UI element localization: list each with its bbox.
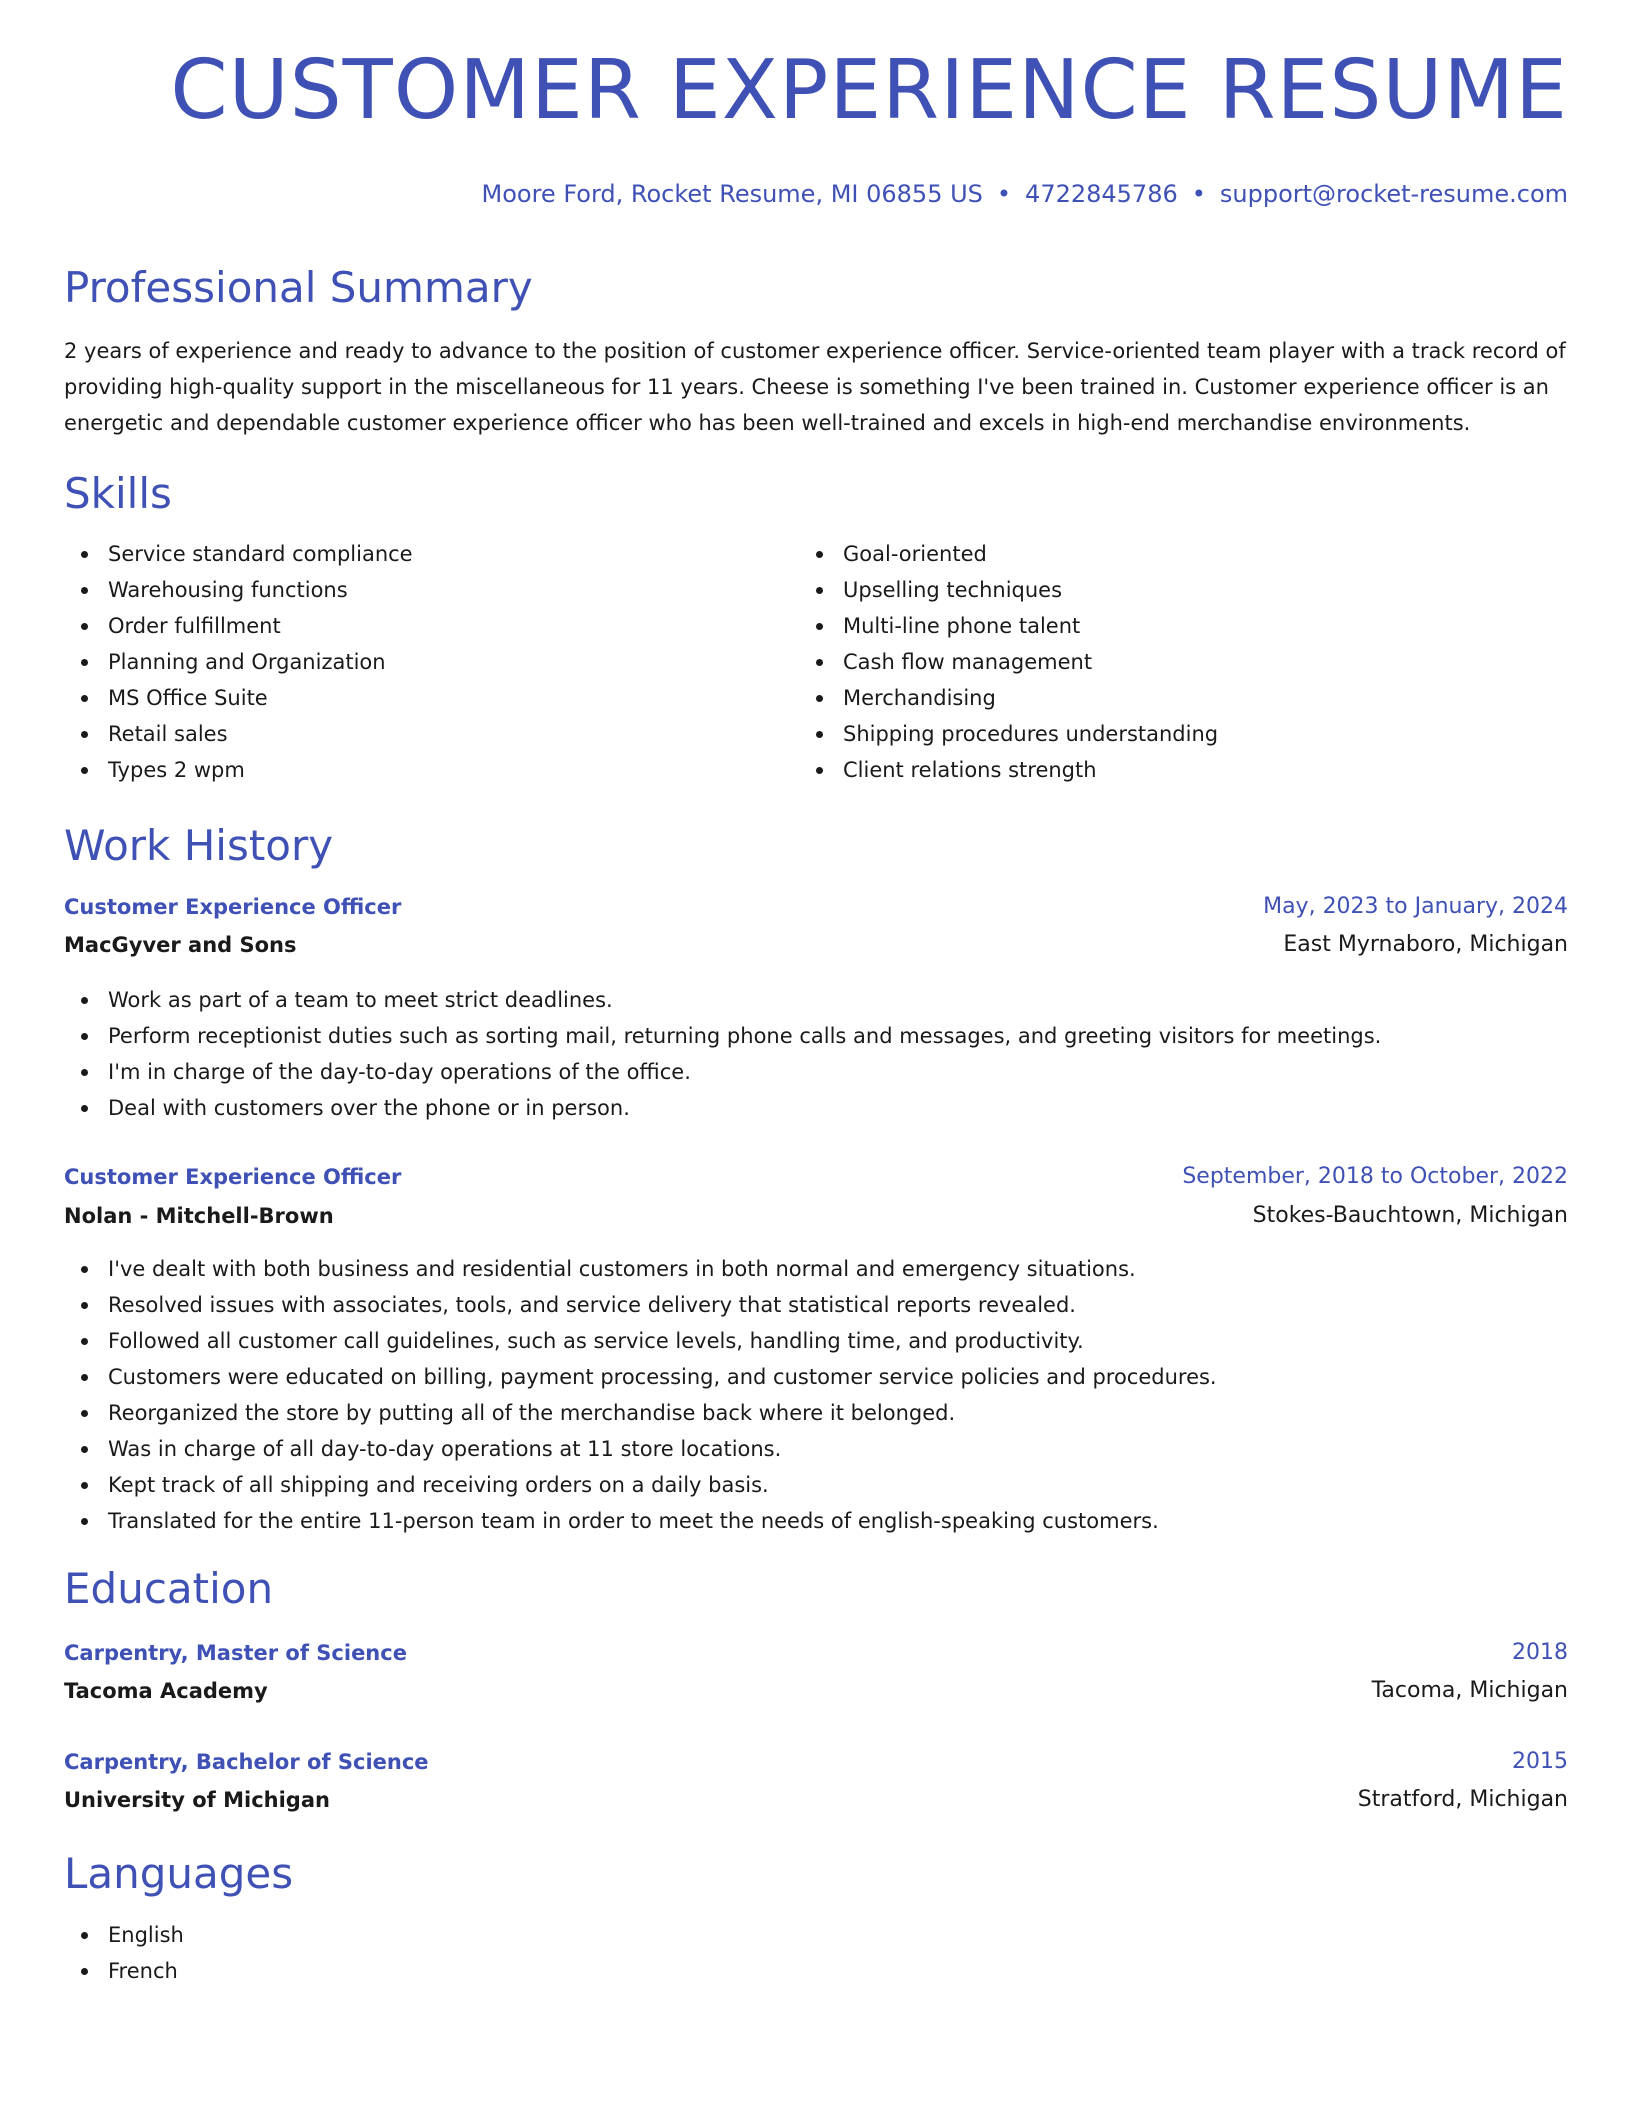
education-heading: Education bbox=[64, 1564, 274, 1613]
skills-list-left bbox=[64, 536, 413, 788]
skill-item: Multi-line phone talent bbox=[843, 608, 1218, 644]
education-school: University of Michigan bbox=[64, 1788, 330, 1812]
job-bullet: Reorganized the store by putting all of the merchandise back where it belonged. bbox=[108, 1395, 1217, 1431]
education-year: 2015 bbox=[1512, 1749, 1568, 1774]
education-school-row bbox=[64, 1675, 1568, 1707]
skill-item: Client relations strength bbox=[843, 752, 1218, 788]
job-bullet: Resolved issues with associates, tools, and service delivery that statistical reports revealed. bbox=[108, 1287, 1217, 1323]
job-company-row bbox=[64, 929, 1568, 961]
language-item: English bbox=[108, 1917, 184, 1953]
job-title: Customer Experience Officer bbox=[64, 1165, 402, 1189]
job-header bbox=[64, 891, 1568, 923]
contact-separator: • bbox=[996, 180, 1012, 208]
job-company: Nolan - Mitchell-Brown bbox=[64, 1204, 334, 1228]
skill-item: Shipping procedures understanding bbox=[843, 716, 1218, 752]
job-bullets bbox=[64, 1251, 1217, 1539]
summary-text: 2 years of experience and ready to advance to the position of customer experience officer. Service-oriented team player with a track record of providing high-quality support in the miscellaneous for 11 years. Cheese is something I've been trained in. Customer experience officer is an energetic and dependable customer experience officer who has been well-trained and excels in high-end merchandise environments. bbox=[64, 339, 1566, 435]
languages-heading: Languages bbox=[64, 1849, 294, 1898]
skill-item: Goal-oriented bbox=[843, 536, 1218, 572]
job-title: Customer Experience Officer bbox=[64, 895, 402, 919]
skill-item: MS Office Suite bbox=[108, 680, 413, 716]
work-history-heading: Work History bbox=[64, 821, 334, 870]
education-school-row bbox=[64, 1784, 1568, 1816]
education-header bbox=[64, 1746, 1568, 1778]
job-header bbox=[64, 1161, 1568, 1193]
job-bullet: Followed all customer call guidelines, such as service levels, handling time, and productivity. bbox=[108, 1323, 1217, 1359]
contact-address: Moore Ford, Rocket Resume, MI 06855 US bbox=[481, 180, 983, 208]
contact-line bbox=[482, 180, 1568, 208]
job-bullet: Was in charge of all day-to-day operations at 11 store locations. bbox=[108, 1431, 1217, 1467]
skills-heading: Skills bbox=[64, 469, 172, 518]
skills-list-right bbox=[799, 536, 1218, 788]
job-bullet: Deal with customers over the phone or in person. bbox=[108, 1090, 1381, 1126]
job-company-row bbox=[64, 1200, 1568, 1232]
education-header bbox=[64, 1637, 1568, 1669]
job-bullet: Translated for the entire 11-person team in order to meet the needs of english-speaking customers. bbox=[108, 1503, 1217, 1539]
skill-item: Types 2 wpm bbox=[108, 752, 413, 788]
education-year: 2018 bbox=[1512, 1640, 1568, 1665]
skill-item: Cash flow management bbox=[843, 644, 1218, 680]
education-school: Tacoma Academy bbox=[64, 1679, 268, 1703]
skill-item: Order fulfillment bbox=[108, 608, 413, 644]
job-bullet: Customers were educated on billing, payment processing, and customer service policies and procedures. bbox=[108, 1359, 1217, 1395]
job-dates: May, 2023 to January, 2024 bbox=[1263, 894, 1568, 919]
skill-item: Upselling techniques bbox=[843, 572, 1218, 608]
summary-heading: Professional Summary bbox=[64, 263, 533, 312]
education-location: Stratford, Michigan bbox=[1357, 1787, 1568, 1812]
skill-item: Planning and Organization bbox=[108, 644, 413, 680]
contact-separator: • bbox=[1191, 180, 1206, 208]
job-bullet: Perform receptionist duties such as sorting mail, returning phone calls and messages, and greeting visitors for meetings. bbox=[108, 1018, 1381, 1054]
language-item: French bbox=[108, 1953, 184, 1989]
job-bullets bbox=[64, 982, 1381, 1126]
job-dates: September, 2018 to October, 2022 bbox=[1182, 1164, 1568, 1189]
job-location: East Myrnaboro, Michigan bbox=[1283, 932, 1568, 957]
contact-email[interactable]: support@rocket-resume.com bbox=[1219, 180, 1568, 208]
job-bullet: Kept track of all shipping and receiving orders on a daily basis. bbox=[108, 1467, 1217, 1503]
job-location: Stokes-Bauchtown, Michigan bbox=[1252, 1203, 1568, 1228]
skill-item: Merchandising bbox=[843, 680, 1218, 716]
skill-item: Warehousing functions bbox=[108, 572, 413, 608]
job-bullet: I've dealt with both business and residential customers in both normal and emergency situations. bbox=[108, 1251, 1217, 1287]
skill-item: Service standard compliance bbox=[108, 536, 413, 572]
resume-title: CUSTOMER EXPERIENCE RESUME bbox=[170, 43, 1568, 138]
job-company: MacGyver and Sons bbox=[64, 933, 297, 957]
education-degree: Carpentry, Master of Science bbox=[64, 1641, 407, 1665]
education-degree: Carpentry, Bachelor of Science bbox=[64, 1750, 429, 1774]
skill-item: Retail sales bbox=[108, 716, 413, 752]
contact-phone[interactable]: 4722845786 bbox=[1025, 180, 1178, 208]
education-location: Tacoma, Michigan bbox=[1371, 1678, 1568, 1703]
languages-list bbox=[64, 1917, 184, 1989]
job-bullet: Work as part of a team to meet strict deadlines. bbox=[108, 982, 1381, 1018]
job-bullet: I'm in charge of the day-to-day operations of the office. bbox=[108, 1054, 1381, 1090]
